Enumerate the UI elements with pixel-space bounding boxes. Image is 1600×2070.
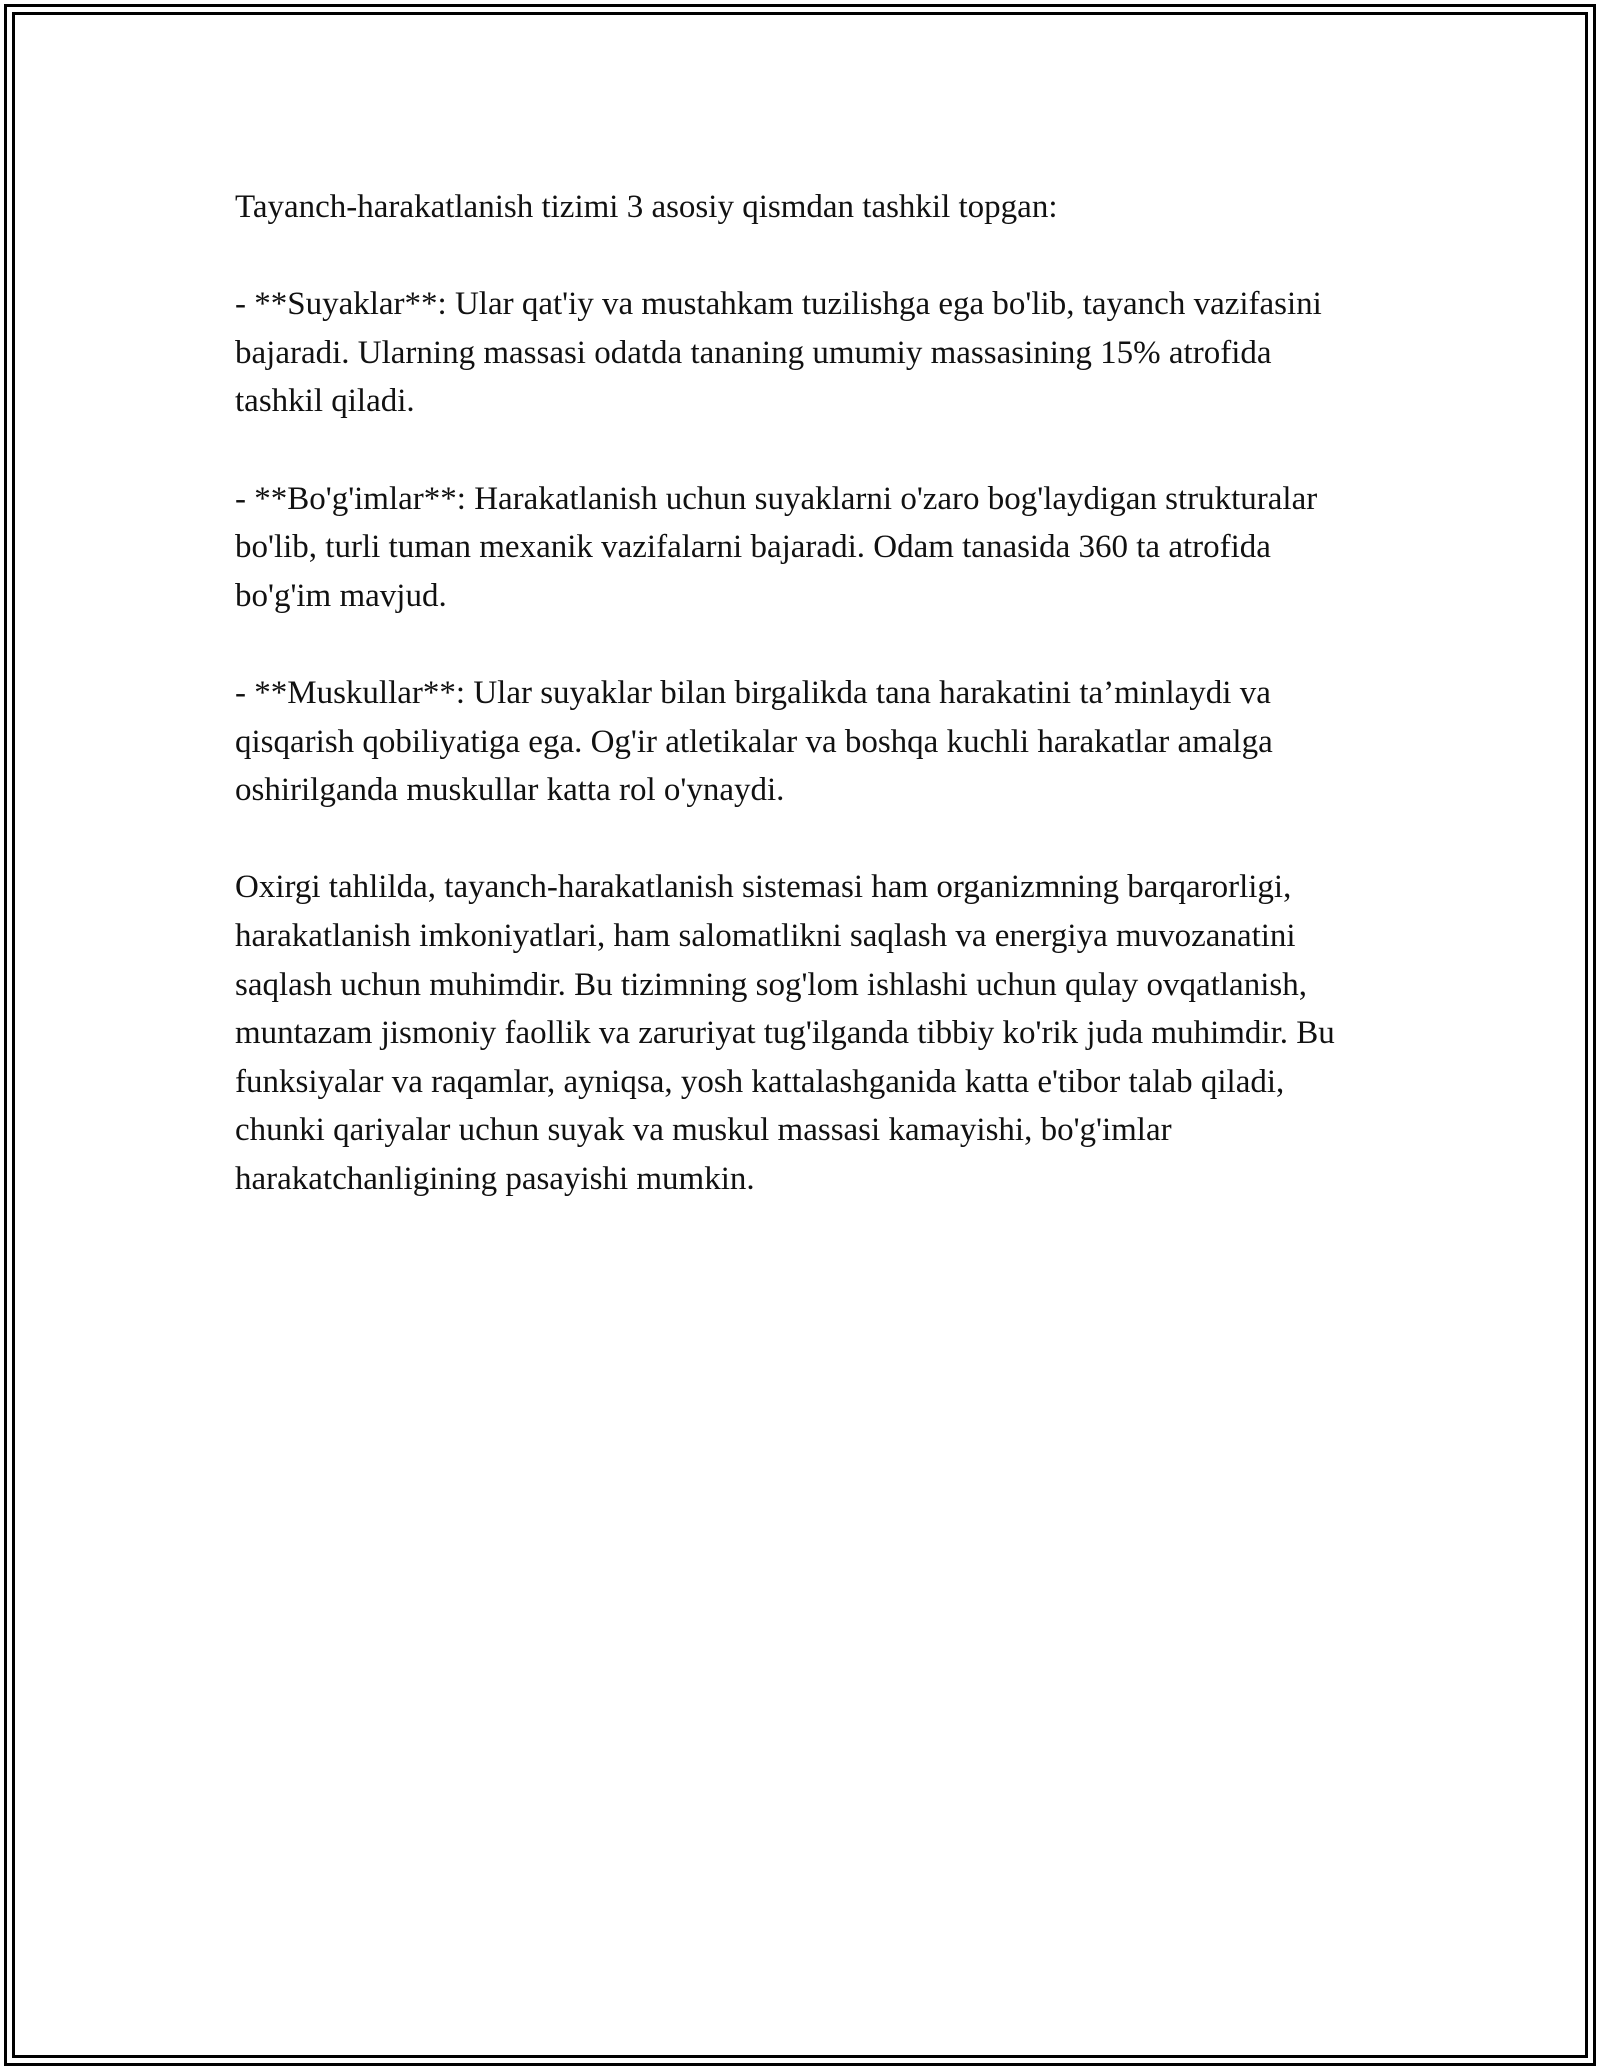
list-item-suyaklar: - **Suyaklar**: Ular qat'iy va mustahkam tuzilishga ega bo'lib, tayanch vazifasini bajaradi. Ularning massasi odatda tananing umumiy massasining 15% atrofida tashkil qiladi. bbox=[235, 286, 1322, 420]
intro-paragraph: Tayanch-harakatlanish tizimi 3 asosiy qismdan tashkil topgan: bbox=[235, 189, 1058, 225]
document-body bbox=[235, 183, 1365, 1252]
list-item-muskullar: - **Muskullar**: Ular suyaklar bilan birgalikda tana harakatini ta’minlaydi va qisqarish qobiliyatiga ega. Og'ir atletikalar va boshqa kuchli harakatlar amalga oshirilganda muskullar katta rol o'ynaydi. bbox=[235, 674, 1273, 809]
list-item-bogimlar: - **Bo'g'imlar**: Harakatlanish uchun suyaklarni o'zaro bog'laydigan strukturalar bo'lib, turli tuman mexanik vazifalarni bajaradi. Odam tanasida 360 ta atrofida bo'g'im mavjud. bbox=[235, 480, 1318, 614]
conclusion-paragraph: Oxirgi tahlilda, tayanch-harakatlanish sistemasi ham organizmning barqarorligi, harakatlanish imkoniyatlari, ham salomatlikni saqlash va energiya muvozanatini saqlash uchun muhimdir. Bu tizimning sog'lom ishlashi uchun qulay ovqatlanish, muntazam jismoniy faollik va zaruriyat tug'ilganda tibbiy ko'rik juda muhimdir. Bu funksiyalar va raqamlar, ayniqsa, yosh kattalashganida katta e'tibor talab qiladi, chunki qariyalar uchun suyak va muskul massasi kamayishi, bo'g'imlar harakatchanligining pasayishi mumkin. bbox=[235, 869, 1335, 1197]
